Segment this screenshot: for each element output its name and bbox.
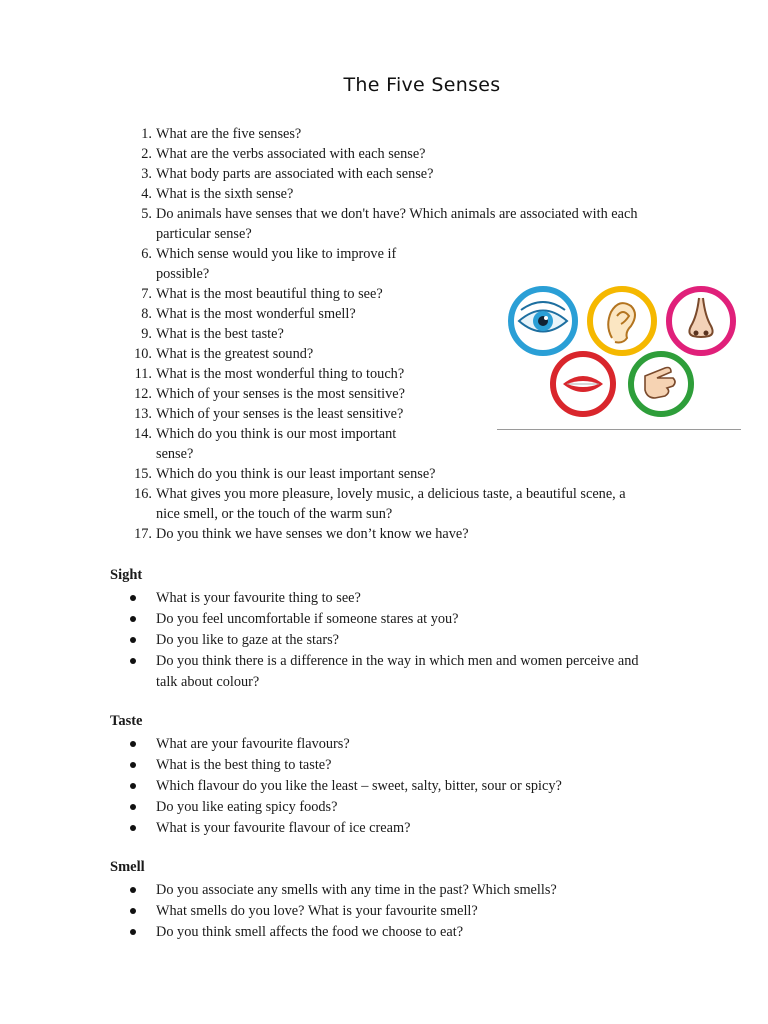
question-text: particular sense? — [156, 226, 252, 242]
bullet-icon — [130, 616, 136, 622]
bullet-icon — [130, 825, 136, 831]
bullet-icon — [130, 595, 136, 601]
bullet-text: Do you feel uncomfortable if someone stares at you? — [156, 611, 459, 627]
question-number: 15. — [134, 466, 152, 482]
question-number: 3. — [141, 166, 152, 182]
bullet-icon — [130, 637, 136, 643]
bullet-text: What is your favourite thing to see? — [156, 590, 361, 606]
bullet-icon — [130, 762, 136, 768]
bullet-icon — [130, 804, 136, 810]
question-text: Which do you think is our least important sense? — [156, 466, 436, 482]
bullet-text: Do you like to gaze at the stars? — [156, 632, 340, 648]
bullet-text: Do you like eating spicy foods? — [156, 799, 338, 815]
question-text: Which of your senses is the least sensitive? — [156, 406, 404, 422]
question-text: Do you think we have senses we don’t know we have? — [156, 526, 469, 542]
five-senses-illustration — [505, 286, 739, 418]
question-text: What are the five senses? — [156, 126, 302, 142]
question-text: What gives you more pleasure, lovely music, a delicious taste, a beautiful scene, a — [156, 486, 626, 502]
eye-icon — [511, 289, 575, 353]
bullet-text: What smells do you love? What is your favourite smell? — [156, 903, 478, 919]
bullet-icon — [130, 783, 136, 789]
question-text: What are the verbs associated with each sense? — [156, 146, 426, 162]
bullet-text: Do you associate any smells with any time in the past? Which smells? — [156, 882, 557, 898]
question-number: 6. — [141, 246, 152, 262]
question-text: What is the best taste? — [156, 326, 284, 342]
bullet-icon — [130, 887, 136, 893]
bullet-icon — [130, 658, 136, 664]
ear-icon — [590, 289, 654, 353]
question-number: 5. — [141, 206, 152, 222]
question-number: 17. — [134, 526, 152, 542]
question-text: What is the most wonderful smell? — [156, 306, 356, 322]
question-number: 13. — [134, 406, 152, 422]
question-text: sense? — [156, 446, 194, 462]
question-text: Which do you think is our most important — [156, 426, 397, 442]
question-number: 16. — [134, 486, 152, 502]
question-number: 9. — [141, 326, 152, 342]
question-number: 14. — [134, 426, 152, 442]
bullet-icon — [130, 908, 136, 914]
question-number: 7. — [141, 286, 152, 302]
bullet-text: Which flavour do you like the least – sweet, salty, bitter, sour or spicy? — [156, 778, 562, 794]
question-number: 4. — [141, 186, 152, 202]
bullet-icon — [130, 741, 136, 747]
question-text: What body parts are associated with each sense? — [156, 166, 434, 182]
question-number: 2. — [141, 146, 152, 162]
section-heading: Sight — [110, 567, 143, 583]
question-text: What is the most beautiful thing to see? — [156, 286, 383, 302]
hand-icon — [631, 354, 691, 414]
question-text: Which sense would you like to improve if — [156, 246, 397, 262]
image-underline — [497, 429, 741, 430]
section-heading: Smell — [110, 859, 145, 875]
question-number: 8. — [141, 306, 152, 322]
nose-icon — [669, 289, 733, 353]
bullet-text: talk about colour? — [156, 674, 260, 690]
question-number: 1. — [141, 126, 152, 142]
question-number: 10. — [134, 346, 152, 362]
question-text: Which of your senses is the most sensitive? — [156, 386, 405, 402]
question-number: 12. — [134, 386, 152, 402]
bullet-text: Do you think there is a difference in the way in which men and women perceive and — [156, 653, 639, 669]
question-text: What is the sixth sense? — [156, 186, 294, 202]
bullet-text: What are your favourite flavours? — [156, 736, 350, 752]
section-heading: Taste — [110, 713, 143, 729]
bullet-text: What is your favourite flavour of ice cream? — [156, 820, 411, 836]
mouth-icon — [553, 354, 613, 414]
page-title: The Five Senses — [343, 74, 501, 96]
question-text: What is the most wonderful thing to touch? — [156, 366, 405, 382]
bullet-text: What is the best thing to taste? — [156, 757, 332, 773]
question-text: nice smell, or the touch of the warm sun? — [156, 506, 393, 522]
bullet-icon — [130, 929, 136, 935]
bullet-text: Do you think smell affects the food we choose to eat? — [156, 924, 464, 940]
question-text: What is the greatest sound? — [156, 346, 314, 362]
question-text: Do animals have senses that we don't have? Which animals are associated with each — [156, 206, 638, 222]
question-text: possible? — [156, 266, 210, 282]
question-number: 11. — [134, 366, 152, 382]
